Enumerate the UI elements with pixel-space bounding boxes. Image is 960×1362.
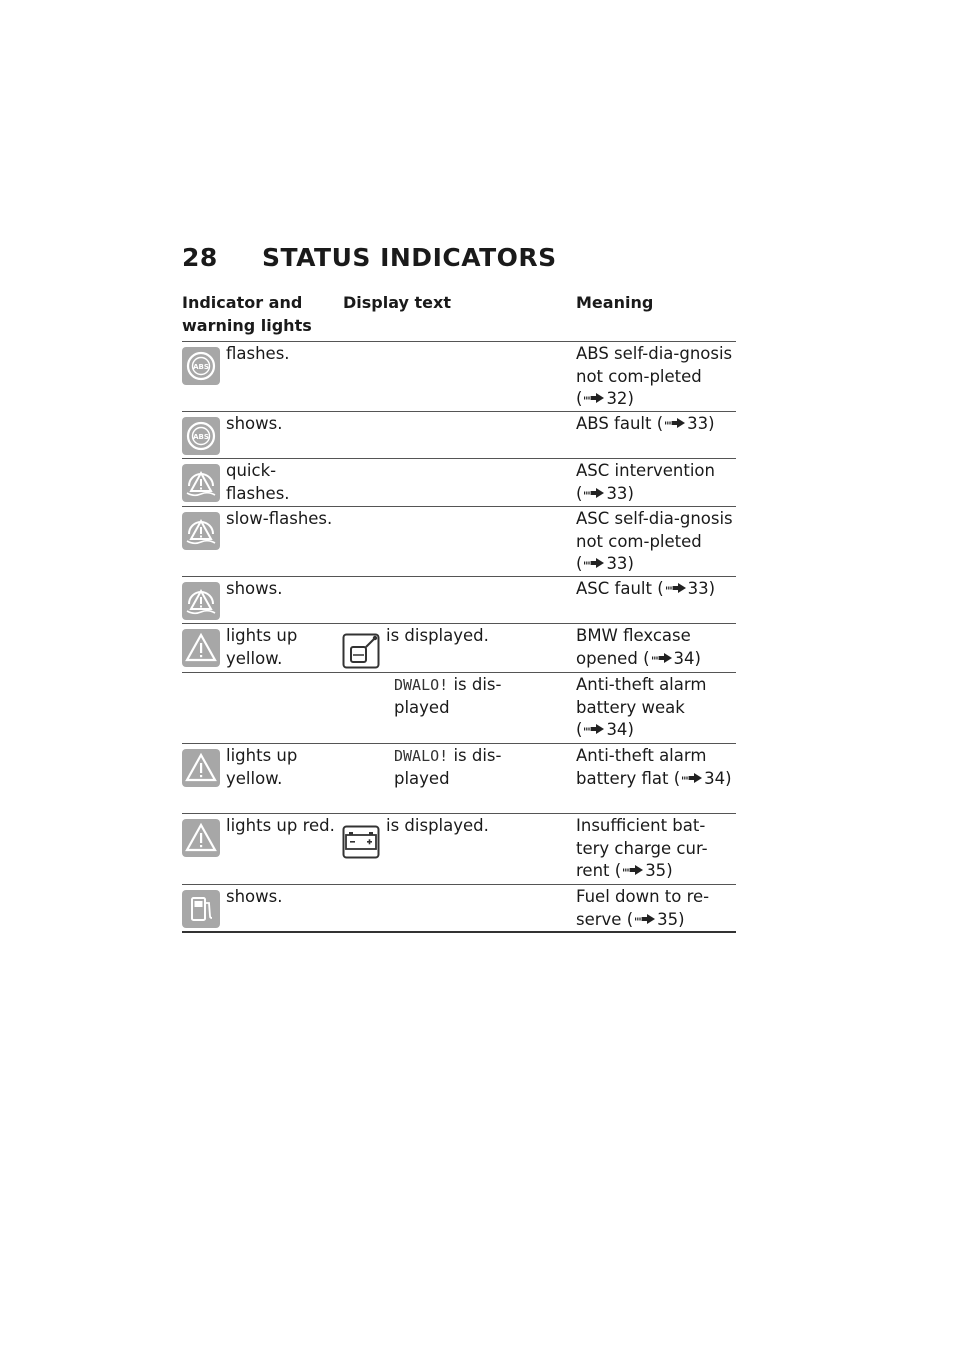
reference-arrow-icon bbox=[584, 724, 604, 734]
page-reference[interactable]: ( 33) bbox=[656, 414, 715, 433]
display-label: is dis-played bbox=[394, 675, 502, 717]
page-reference[interactable]: ( 32) bbox=[576, 389, 634, 408]
display-code: DWALO! bbox=[394, 747, 449, 765]
reference-arrow-icon bbox=[584, 558, 604, 568]
page-reference[interactable]: ( 35) bbox=[614, 861, 673, 880]
reference-page: 32 bbox=[606, 389, 628, 408]
table-row bbox=[182, 744, 736, 813]
reference-page: 33 bbox=[606, 554, 628, 573]
reference-arrow-icon bbox=[682, 773, 702, 783]
table-row bbox=[182, 507, 736, 576]
meaning-text bbox=[576, 745, 736, 790]
column-header-display: Display text bbox=[343, 293, 451, 312]
reference-page: 33 bbox=[687, 579, 709, 598]
reference-arrow-icon bbox=[652, 653, 672, 663]
page-reference[interactable]: ( 33) bbox=[657, 579, 716, 598]
display-text bbox=[394, 674, 544, 719]
meaning-label: ABS fault bbox=[576, 414, 652, 433]
flexcase-icon bbox=[342, 631, 380, 669]
table-row bbox=[182, 814, 736, 884]
battery-icon bbox=[342, 821, 380, 859]
svg-text:ABS: ABS bbox=[193, 363, 209, 371]
reference-arrow-icon bbox=[665, 418, 685, 428]
meaning-text bbox=[576, 886, 736, 931]
reference-page: 35 bbox=[657, 909, 679, 929]
display-text bbox=[394, 745, 544, 790]
indicator-condition: quick-flashes. bbox=[226, 461, 290, 503]
meaning-text bbox=[576, 460, 736, 505]
reference-page: 33 bbox=[687, 414, 709, 433]
meaning-label: ABS self-dia-gnosis not com-pleted bbox=[576, 344, 733, 386]
fuel-icon bbox=[182, 890, 220, 928]
page-reference[interactable]: ( 33) bbox=[576, 483, 634, 503]
reference-arrow-icon bbox=[584, 393, 604, 403]
table-row bbox=[182, 412, 736, 458]
meaning-text bbox=[576, 578, 736, 601]
meaning-text bbox=[576, 674, 736, 742]
warning-triangle-icon bbox=[182, 629, 220, 667]
display-label: is dis-played bbox=[394, 746, 502, 788]
indicator-condition: shows. bbox=[226, 414, 283, 433]
warning-triangle-icon bbox=[182, 749, 220, 787]
meaning-label: Anti-theft alarm battery weak bbox=[576, 675, 707, 717]
reference-arrow-icon bbox=[635, 914, 655, 924]
indicator-condition: shows. bbox=[226, 579, 283, 598]
table-row bbox=[182, 459, 736, 506]
column-header-meaning: Meaning bbox=[576, 293, 654, 312]
page-reference[interactable]: ( 34) bbox=[576, 720, 634, 739]
indicator-condition: lights up yellow. bbox=[226, 746, 298, 788]
table-row bbox=[182, 885, 736, 931]
svg-text:ABS: ABS bbox=[193, 433, 209, 441]
meaning-text bbox=[576, 625, 736, 670]
meaning-text bbox=[576, 413, 736, 436]
asc-icon bbox=[182, 582, 220, 620]
reference-page: 34 bbox=[673, 648, 695, 668]
page-title: STATUS INDICATORS bbox=[262, 243, 557, 272]
table-row bbox=[182, 673, 736, 743]
meaning-text bbox=[576, 508, 736, 576]
abs-icon bbox=[182, 347, 220, 385]
reference-page: 35 bbox=[645, 861, 667, 880]
indicator-condition: shows. bbox=[226, 887, 283, 906]
table-row bbox=[182, 342, 736, 411]
meaning-text bbox=[576, 815, 736, 883]
reference-page: 34 bbox=[704, 768, 726, 788]
meaning-label: ASC intervention bbox=[576, 461, 715, 480]
display-text: is displayed. bbox=[386, 816, 489, 835]
page-reference[interactable]: ( 34) bbox=[673, 768, 732, 788]
page-reference[interactable]: ( 33) bbox=[576, 554, 634, 573]
meaning-label: ASC self-dia-gnosis not com-pleted bbox=[576, 509, 733, 551]
indicator-condition: lights up red. bbox=[226, 816, 335, 835]
page-number: 28 bbox=[182, 243, 218, 272]
page-reference[interactable]: ( 34) bbox=[643, 648, 701, 668]
table-row bbox=[182, 577, 736, 623]
meaning-text bbox=[576, 343, 736, 411]
reference-page: 33 bbox=[606, 483, 628, 503]
table-bottom-rule bbox=[182, 931, 736, 933]
indicator-condition: flashes. bbox=[226, 344, 290, 363]
display-code: DWALO! bbox=[394, 676, 449, 694]
asc-icon bbox=[182, 512, 220, 550]
table-header bbox=[182, 291, 736, 341]
display-text: is displayed. bbox=[386, 626, 489, 645]
reference-page: 34 bbox=[606, 720, 628, 739]
meaning-label: ASC fault bbox=[576, 579, 652, 598]
meaning-label: Fuel down to re-serve bbox=[576, 887, 710, 929]
reference-arrow-icon bbox=[666, 583, 686, 593]
indicator-condition: lights up yellow. bbox=[226, 626, 298, 668]
meaning-label: Insufficient bat-tery charge cur-rent bbox=[576, 816, 708, 880]
column-header-indicator: Indicator and warning lights bbox=[182, 293, 312, 335]
reference-arrow-icon bbox=[584, 488, 604, 498]
asc-icon bbox=[182, 464, 220, 502]
table-row bbox=[182, 624, 736, 672]
page-header bbox=[182, 243, 557, 272]
page-reference[interactable]: ( 35) bbox=[626, 909, 685, 929]
meaning-label: BMW flexcase opened bbox=[576, 626, 691, 668]
warning-triangle-icon bbox=[182, 819, 220, 857]
indicator-condition: slow-flashes. bbox=[226, 509, 333, 528]
meaning-label: Anti-theft alarm battery flat bbox=[576, 746, 707, 788]
reference-arrow-icon bbox=[623, 865, 643, 875]
abs-icon bbox=[182, 417, 220, 455]
